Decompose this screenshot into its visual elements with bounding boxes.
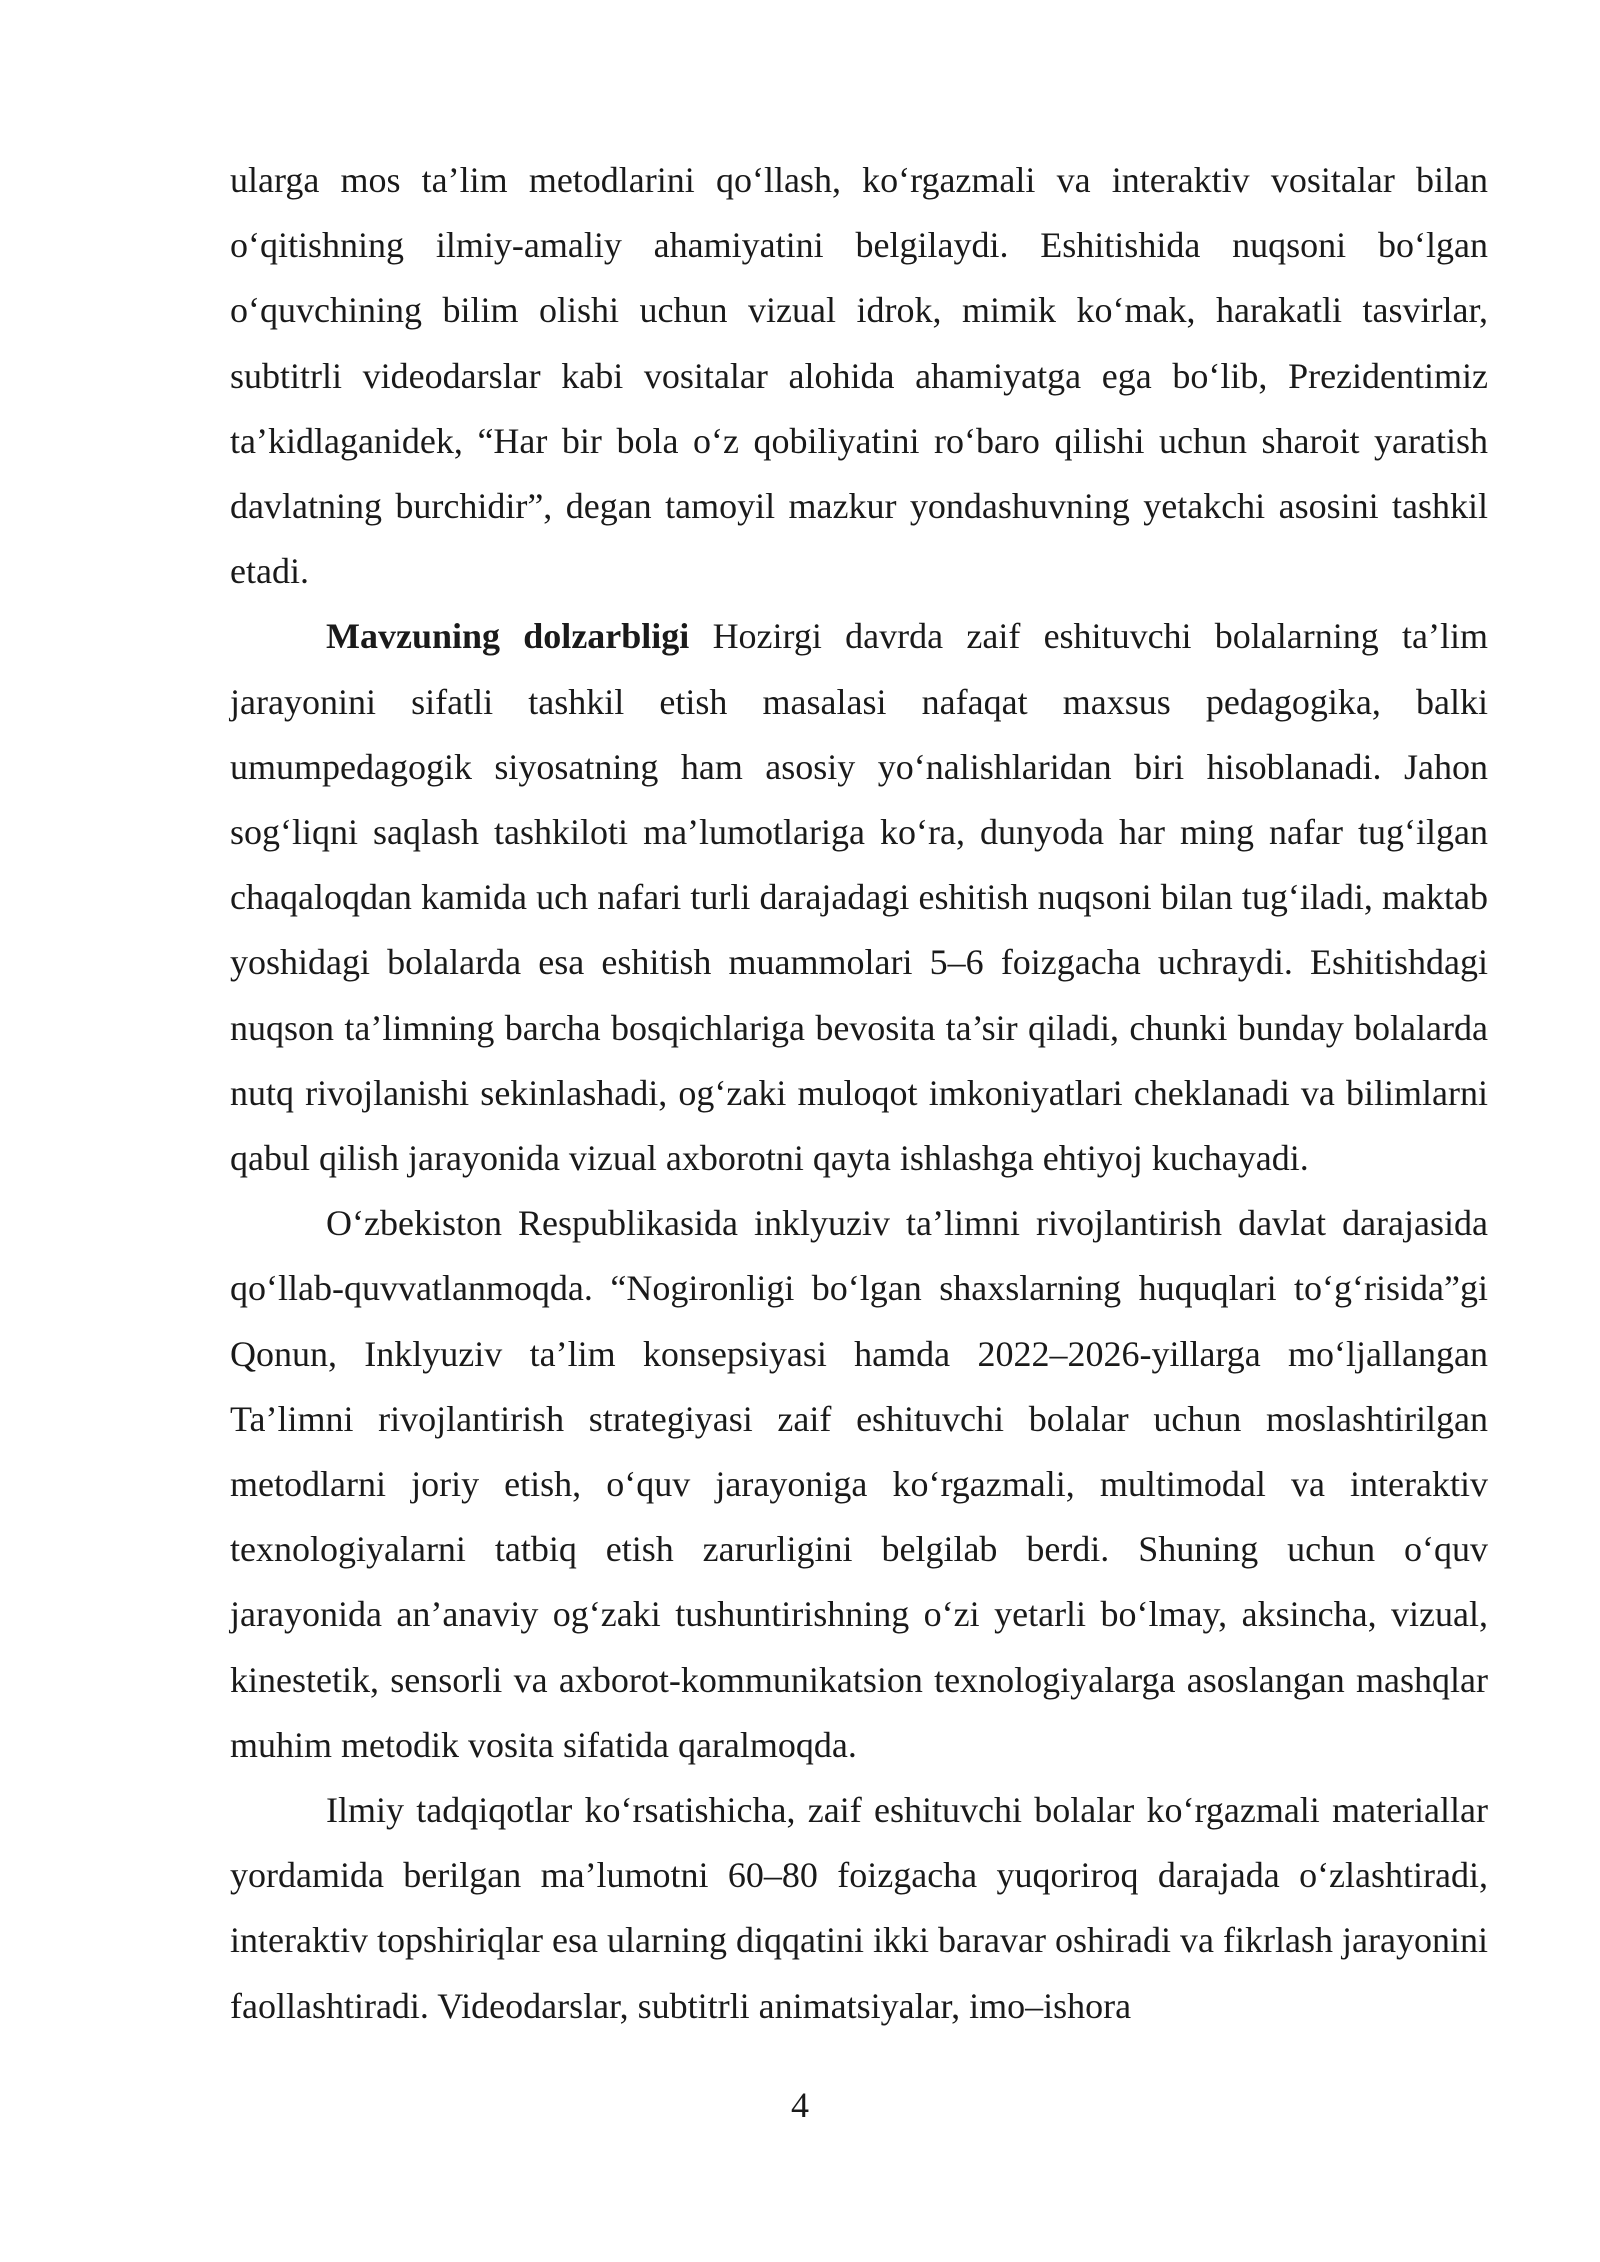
paragraph-text: O‘zbekiston Respublikasida inklyuziv ta’limni rivojlantirish davlat darajasida qo‘llab-quvvatlanmoqda. “Nogironligi bo‘lgan shaxslarning huquqlari to‘g‘risida”gi Qonun, Inklyuziv ta’lim konsepsiyasi hamda 2022–2026-yillarga mo‘ljallangan Ta’limni rivojlantirish strategiyasi zaif eshituvchi bolalar uchun moslashtirilgan metodlarni joriy etish, o‘quv jarayoniga ko‘rgazmali, multimodal va interaktiv texnologiyalarni tatbiq etish zarurligini belgilab berdi. Shuning uchun o‘quv jarayonida an’anaviy og‘zaki tushuntirishning o‘zi yetarli bo‘lmay, aksincha, vizual, kinestetik, sensorli va axborot-kommunikatsion texnologiyalarga asoslangan mashqlar muhim metodik vosita sifatida qaralmoqda. [230,1203,1488,1765]
paragraph-text: ularga mos ta’lim metodlarini qo‘llash, ko‘rgazmali va interaktiv vositalar bilan o‘qitishning ilmiy-amaliy ahamiyatini belgilaydi. Eshitishida nuqsoni bo‘lgan o‘quvchining bilim olishi uchun vizual idrok, mimik ko‘mak, harakatli tasvirlar, subtitrli videodarslar kabi vositalar alohida ahamiyatga ega bo‘lib, Prezidentimiz ta’kidlaganidek, “Har bir bola o‘z qobiliyatini ro‘baro qilishi uchun sharoit yaratish davlatning burchidir”, degan tamoyil mazkur yondashuvning yetakchi asosini tashkil etadi. [230,160,1488,592]
paragraph-text: Hozirgi davrda zaif eshituvchi bolalarning ta’lim jarayonini sifatli tashkil etish masalasi nafaqat maxsus pedagogika, balki umumpedagogik siyosatning ham asosiy yo‘nalishlaridan biri hisoblanadi. Jahon sog‘liqni saqlash tashkiloti ma’lumotlariga ko‘ra, dunyoda har ming nafar tug‘ilgan chaqaloqdan kamida uch nafari turli darajadagi eshitish nuqsoni bilan tug‘iladi, maktab yoshidagi bolalarda esa eshitish muammolari 5–6 foizgacha uchraydi. Eshitishdagi nuqson ta’limning barcha bosqichlariga bevosita ta’sir qiladi, chunki bunday bolalarda nutq rivojlanishi sekinlashadi, og‘zaki muloqot imkoniyatlari cheklanadi va bilimlarni qabul qilish jarayonida vizual axborotni qayta ishlashga ehtiyoj kuchayadi. [230,616,1488,1179]
section-heading-inline: Mavzuning dolzarbligi [326,616,690,657]
paragraph-continuation [230,148,1488,604]
paragraph-relevance [230,604,1488,1191]
page-number: 4 [791,2085,809,2125]
paragraph-uzbekistan [230,1191,1488,1778]
document-page [230,148,1488,2039]
paragraph-text: Ilmiy tadqiqotlar ko‘rsatishicha, zaif eshituvchi bolalar ko‘rgazmali materiallar yordamida berilgan ma’lumotni 60–80 foizgacha yuqoriroq darajada o‘zlashtiradi, interaktiv topshiriqlar esa ularning diqqatini ikki baravar oshiradi va fikrlash jarayonini faollashtiradi. Videodarslar, subtitrli animatsiyalar, imo–ishora [230,1790,1488,2026]
paragraph-research [230,1778,1488,2039]
